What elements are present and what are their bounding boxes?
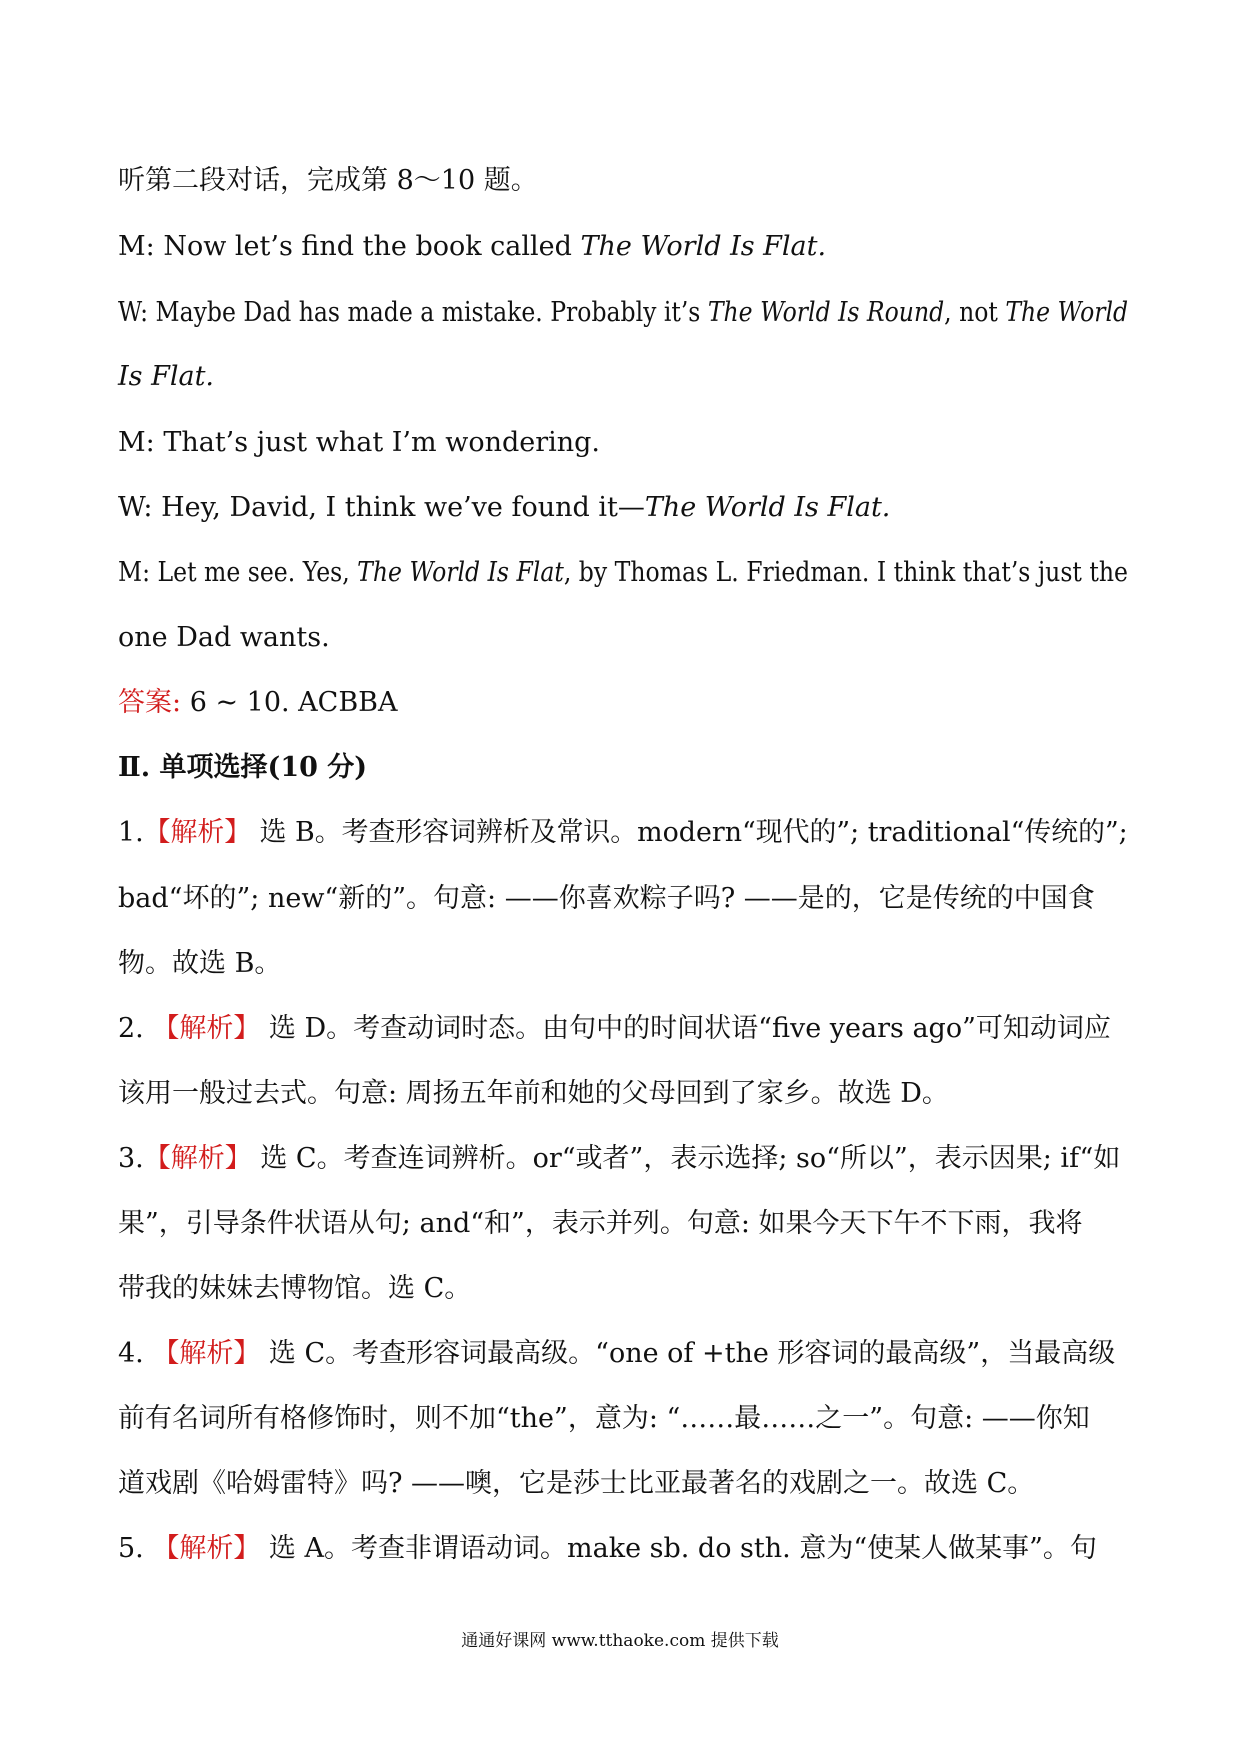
dialogue-line-m1 (118, 229, 1128, 265)
book-title: The World Is Flat. (644, 492, 891, 523)
analysis-tag: 【解析】 (152, 1533, 261, 1564)
analysis-tag: 【解析】 (143, 1143, 252, 1174)
item-text: 选 C。考查连词辨析。or“或者”，表示选择; so“所以”，表示因果; if“如 (251, 1143, 1121, 1174)
dialogue-text: , by Thomas L. Friedman. I think that’s just the (563, 557, 1128, 588)
analysis-tag: 【解析】 (152, 1338, 261, 1369)
dialogue-line-m3 (118, 555, 1128, 591)
book-title: The World (1005, 297, 1129, 328)
item-text: 选 C。考查形容词最高级。“one of +the 形容词的最高级”，当最高级 (260, 1338, 1116, 1369)
explanation-item-4 (118, 1336, 1128, 1372)
book-title: The World Is Flat. (580, 231, 827, 262)
dialogue-text: M: Let me see. Yes, (118, 557, 358, 588)
answer-label: 答案: (118, 687, 182, 718)
item-number: 5. (118, 1533, 153, 1564)
section-title: 听第二段对话，完成第 8～10 题。 (118, 165, 538, 196)
dialogue-text: W: Maybe Dad has made a mistake. Probably it’s (118, 297, 708, 328)
explanation-item-1 (118, 815, 1128, 851)
analysis-tag: 【解析】 (143, 817, 252, 848)
dialogue-line-w2 (118, 490, 1128, 526)
dialogue-line-w1 (118, 295, 1129, 331)
dialogue-line-w1-cont: Is Flat. (118, 361, 215, 392)
explanation-line: 道戏剧《哈姆雷特》吗? ——噢，它是莎士比亚最著名的戏剧之一。故选 C。 (118, 1468, 1035, 1499)
explanation-line: 该用一般过去式。句意: 周扬五年前和她的父母回到了家乡。故选 D。 (118, 1078, 949, 1109)
answer-line (118, 685, 1128, 721)
item-number: 4. (118, 1338, 153, 1369)
answer-value: 6 ~ 10. ACBBA (181, 687, 398, 718)
item-text: 选 B。考查形容词辨析及常识。modern“现代的”; traditional“传统的”; (251, 817, 1128, 848)
section-heading: Ⅱ. 单项选择(10 分) (118, 752, 368, 783)
dialogue-text: W: Hey, David, I think we’ve found it— (118, 492, 645, 523)
explanation-line: 物。故选 B。 (118, 948, 282, 979)
item-number: 3. (118, 1143, 144, 1174)
explanation-item-2 (118, 1011, 1128, 1047)
item-number: 1. (118, 817, 144, 848)
dialogue-text: , not (944, 297, 1006, 328)
explanation-line: bad“坏的”; new“新的”。句意: ——你喜欢粽子吗? ——是的，它是传统的中国食 (118, 883, 1095, 914)
book-title: The World Is Flat (357, 557, 564, 588)
item-number: 2. (118, 1013, 153, 1044)
page-footer: 通通好课网 www.tthaoke.com 提供下载 (461, 1631, 779, 1651)
dialogue-text: M: Now let’s find the book called (118, 231, 581, 262)
explanation-line: 前有名词所有格修饰时，则不加“the”，意为: “……最……之一”。句意: ——你知 (118, 1403, 1090, 1434)
dialogue-line-m2: M: That’s just what I’m wondering. (118, 427, 601, 458)
dialogue-line-m3-cont: one Dad wants. (118, 622, 330, 653)
explanation-item-5 (118, 1531, 1128, 1567)
explanation-item-3 (118, 1141, 1128, 1177)
explanation-line: 带我的妹妹去博物馆。选 C。 (118, 1273, 472, 1304)
item-text: 选 D。考查动词时态。由句中的时间状语“five years ago”可知动词应 (260, 1013, 1111, 1044)
book-title: The World Is Round (707, 297, 945, 328)
item-text: 选 A。考查非谓语动词。make sb. do sth. 意为“使某人做某事”。句 (260, 1533, 1097, 1564)
explanation-line: 果”，引导条件状语从句; and“和”，表示并列。句意: 如果今天下午不下雨，我将 (118, 1208, 1083, 1239)
analysis-tag: 【解析】 (152, 1013, 261, 1044)
